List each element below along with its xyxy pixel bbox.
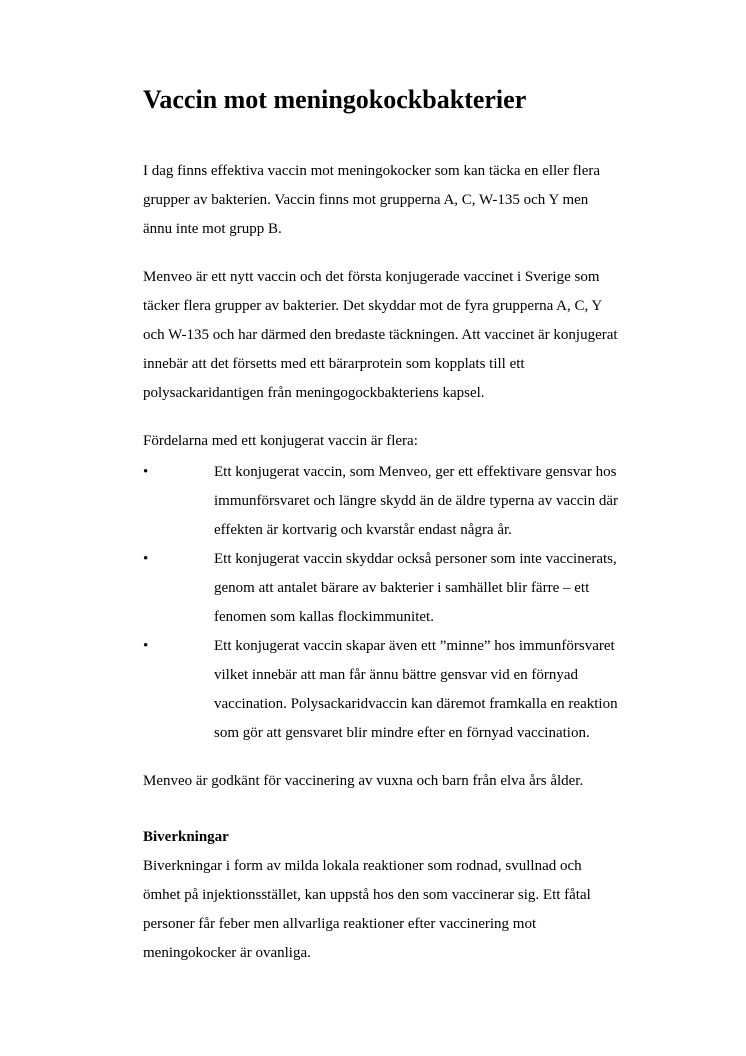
bullet-text-herd-immunity: Ett konjugerat vaccin skyddar också personer som inte vaccinerats, genom att antalet bärare av bakterier i samhället blir färre – ett fenomen som kallas flockimmunitet. — [214, 551, 617, 625]
bullet-text-immune-response: Ett konjugerat vaccin, som Menveo, ger ett effektivare gensvar hos immunförsvaret och längre skydd än de äldre typerna av vaccin där effekten är kortvarig och kvarstår endast några år. — [214, 464, 619, 538]
bullet-icon: • — [143, 551, 149, 567]
benefits-intro-paragraph: Fördelarna med ett konjugerat vaccin är flera: — [143, 433, 418, 449]
bullet-icon: • — [143, 464, 149, 480]
benefits-bullet-list — [143, 458, 618, 748]
menveo-paragraph: Menveo är ett nytt vaccin och det första konjugerade vaccinet i Sverige som täcker flera grupper av bakterier. Det skyddar mot de fyra grupperna A, C, Y och W-135 och har därmed den bredaste täckningen. Att vaccinet är konjugerat innebär att det försetts med ett bärarprotein som kopplats till ett polysackaridantigen från meningogockbakteriens kapsel. — [143, 269, 618, 401]
list-item — [143, 458, 618, 545]
list-item — [143, 632, 618, 748]
side-effects-paragraph: Biverkningar i form av milda lokala reaktioner som rodnad, svullnad och ömhet på injektionsstället, kan uppstå hos den som vaccinerar sig. Ett fåtal personer får feber men allvarliga reaktioner efter vaccinering mot meningokocker är ovanliga. — [143, 858, 591, 961]
bullet-icon: • — [143, 638, 149, 654]
side-effects-heading: Biverkningar — [143, 829, 229, 845]
page-title: Vaccin mot meningokockbakterier — [143, 85, 527, 114]
bullet-text-immune-memory: Ett konjugerat vaccin skapar även ett ”minne” hos immunförsvaret vilket innebär att man får ännu bättre gensvar vid en förnyad vaccination. Polysackaridvaccin kan däremot framkalla en reaktion som gör att gensvaret blir mindre efter en förnyad vaccination. — [214, 638, 618, 741]
list-item — [143, 545, 618, 632]
intro-paragraph: I dag finns effektiva vaccin mot meningokocker som kan täcka en eller flera grupper av bakterien. Vaccin finns mot grupperna A, C, W-135 och Y men ännu inte mot grupp B. — [143, 163, 601, 237]
approval-paragraph: Menveo är godkänt för vaccinering av vuxna och barn från elva års ålder. — [143, 773, 584, 789]
